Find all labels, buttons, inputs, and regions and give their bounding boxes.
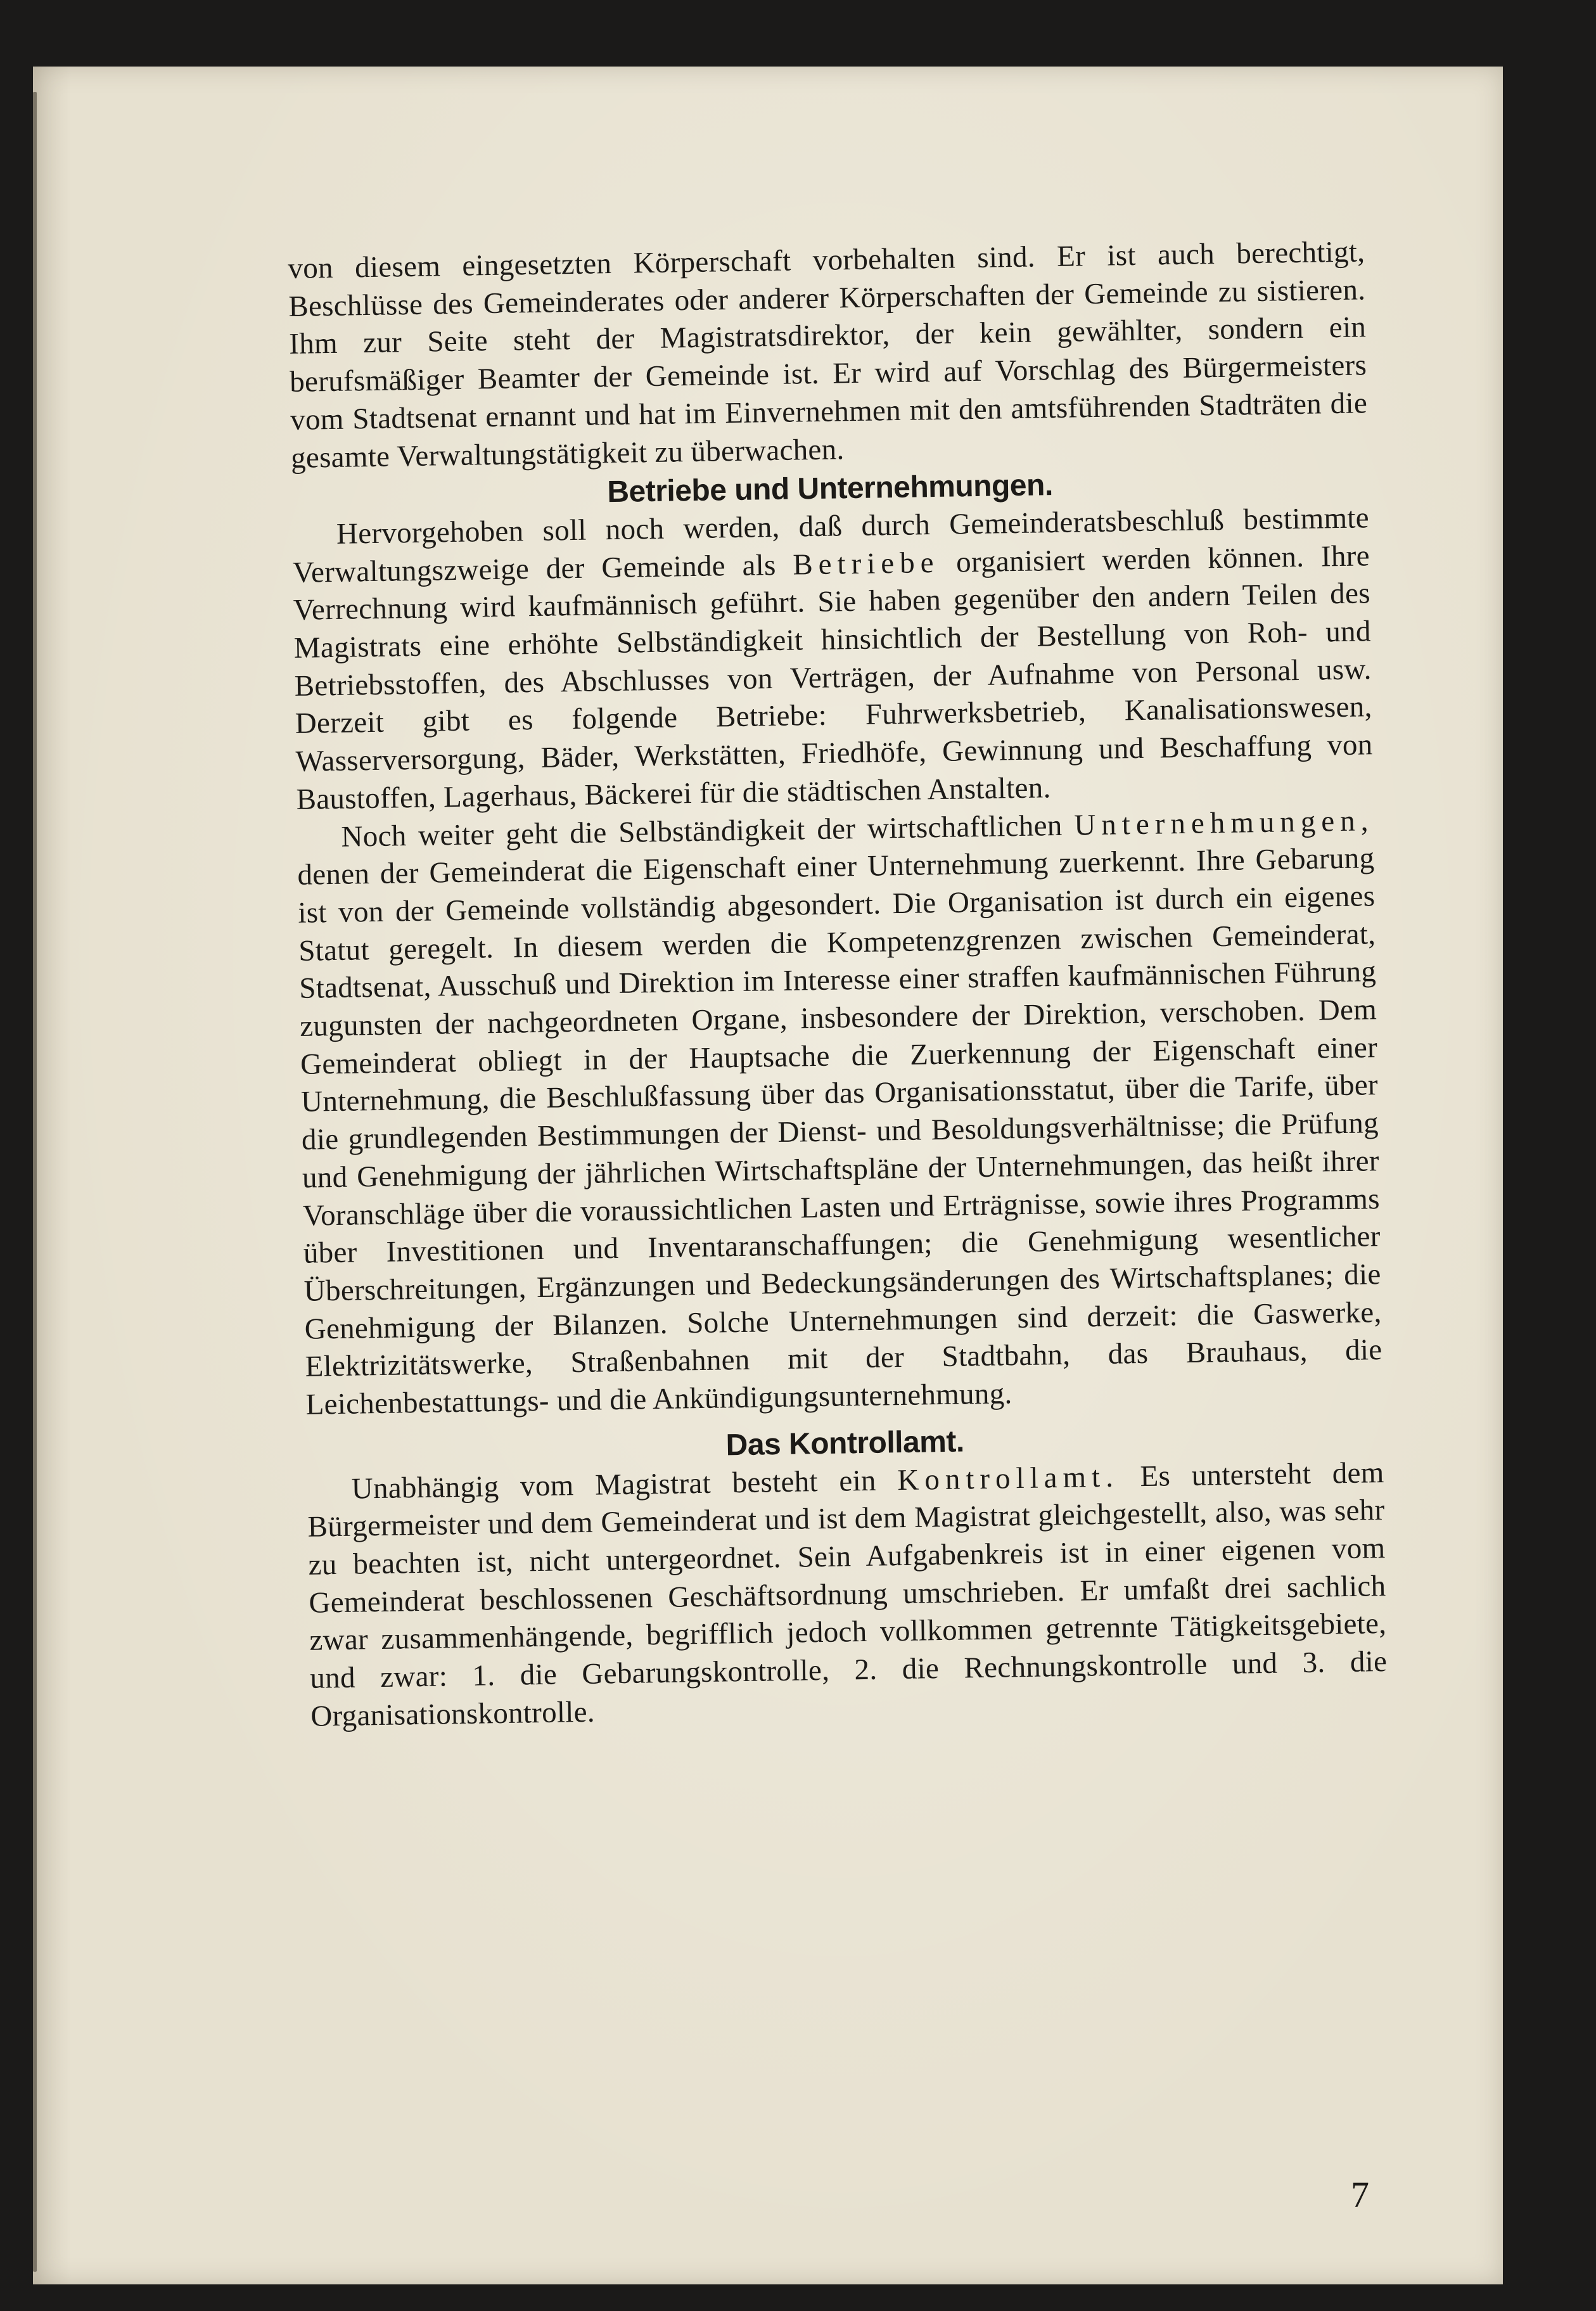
page-number: 7	[1351, 2174, 1369, 2215]
body-text	[288, 233, 1388, 1736]
heading-kontrollamt: Das Kontrollamt.	[725, 1424, 965, 1463]
paragraph-betriebe-text-1: Hervorgehoben soll noch werden, daß durch Gemeinderatsbeschluß bestimmte Verwaltungszweige der Gemeinde als	[292, 501, 1370, 589]
term-kontrollamt: Kontrollamt.	[897, 1460, 1120, 1497]
paragraph-kontrollamt	[307, 1454, 1388, 1736]
paragraph-unternehmungen-text-2: denen der Gemeinderat die Eigenschaft einer Unternehmung zuerkennt. Ihre Gebarung ist von der Gemeinde vollständig abgesondert. Die Organisation ist durch ein eigenes Statut geregelt. In diesem werden die Kompetenzgrenzen zwischen Gemeinderat, Stadtsenat, Ausschuß und Direktion im Interesse einer straffen kaufmännischen Führung zugunsten der nachgeordneten Organe, insbesondere der Direktion, verschoben. Dem Gemeinderat obliegt in der Hauptsache die Zuerkennung der Eigenschaft einer Unternehmung, die Beschlußfassung über das Organisationsstatut, über die Tarife, über die grundlegenden Bestimmungen der Dienst- und Besoldungsverhältnisse; die Prüfung und Genehmigung der jährlichen Wirtschaftspläne der Unternehmungen, das heißt ihrer Voranschläge über die voraussichtlichen Lasten und Erträgnisse, sowie ihres Programms über Investitionen und Inventaranschaffungen; die Genehmigung wesentlicher Überschreitungen, Ergänzungen und Bedeckungsänderungen des Wirtschaftsplanes; die Genehmigung der Bilanzen. Solche Unternehmungen sind derzeit: die Gaswerke, Elektrizitätswerke, Straßenbahnen mit der Stadtbahn, das Brauhaus, die Leichenbestattungs- und die Ankündigungsunternehmung.	[297, 842, 1382, 1421]
term-betriebe: Betriebe	[792, 546, 940, 582]
paragraph-kontrollamt-text-2: Es untersteht dem Bürgermeister und dem Gemeinderat und ist dem Magistrat gleichgestellt, also, was sehr zu beachten ist, nicht untergeordnet. Sein Aufgabenkreis ist in einer eigenen vom Gemeinderat beschlossenen Geschäftsordnung umschrieben. Er umfaßt drei sachlich zwar zusammenhängende, begrifflich jedoch vollkommen getrennte Tätigkeitsgebiete, und zwar: 1. die Gebarungskontrolle, 2. die Rechnungskontrolle und 3. die Organisationskontrolle.	[307, 1456, 1388, 1733]
paragraph-intro-text: von diesem eingesetzten Körperschaft vorbehalten sind. Er ist auch berechtigt, Beschlüsse des Gemeinderates oder anderer Körperschaften der Gemeinde zu sistieren. Ihm zur Seite steht der Magistratsdirektor, der kein gewählter, sondern ein berufsmäßiger Beamter der Gemeinde ist. Er wird auf Vorschlag des Bürgermeisters vom Stadtsenat ernannt und hat im Einvernehmen mit den amtsführenden Stadträten die gesamte Verwaltungstätigkeit zu überwachen.	[288, 235, 1368, 475]
paragraph-intro	[288, 233, 1368, 477]
binding-edge	[33, 92, 37, 2272]
term-unternehmungen: Unternehmungen,	[1073, 803, 1374, 842]
paragraph-unternehmungen-text-1: Noch weiter geht die Selbständigkeit der wirtschaftlichen	[341, 809, 1063, 854]
paragraph-betriebe	[292, 499, 1374, 819]
heading-betriebe: Betriebe und Unternehmungen.	[606, 468, 1054, 509]
paragraph-betriebe-text-2: organisiert werden können. Ihre Verrechnung wird kaufmännisch geführt. Sie haben gegenüber den andern Teilen des Magistrats eine erhöhte Selbständigkeit hinsichtlich der Bestellung von Roh- und Betriebsstoffen, des Abschlusses von Verträgen, der Aufnahme von Personal usw. Derzeit gibt es folgende Betriebe: Fuhrwerksbetrieb, Kanalisationswesen, Wasserversorgung, Bäder, Werkstätten, Friedhöfe, Gewinnung und Beschaffung von Baustoffen, Lagerhaus, Bäckerei für die städtischen Anstalten.	[293, 539, 1373, 816]
paragraph-kontrollamt-text-1: Unabhängig vom Magistrat besteht ein	[351, 1464, 877, 1506]
paragraph-unternehmungen	[297, 802, 1383, 1424]
book-page	[33, 67, 1503, 2284]
